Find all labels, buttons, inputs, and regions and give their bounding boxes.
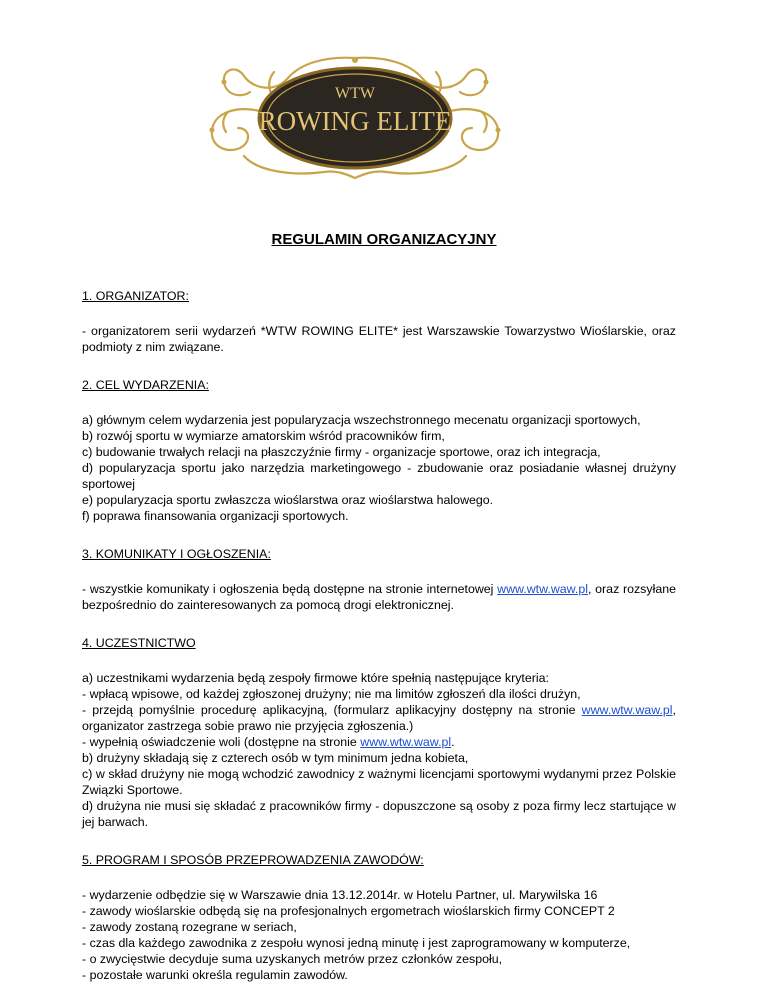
list-item: d) drużyna nie musi się składać z pracowników firmy - dopuszczone są osoby z poza firmy lecz startujące w jej barwach. bbox=[82, 799, 676, 829]
list-item: a) głównym celem wydarzenia jest popularyzacja wszechstronnego mecenatu organizacji sportowych, bbox=[82, 413, 641, 427]
list-item-text: - wypełnią oświadczenie woli (dostępne na stronie bbox=[82, 735, 361, 749]
paragraph-text: - wszystkie komunikaty i ogłoszenia będą dostępne na stronie internetowej bbox=[82, 582, 498, 596]
section-heading: 1. ORGANIZATOR: bbox=[82, 289, 189, 303]
list-item: c) w skład drużyny nie mogą wchodzić zawodnicy z ważnymi licencjami sportowymi wydanymi przez Polskie Związki Sportowe. bbox=[82, 767, 676, 797]
paragraph-text: , oraz rozsyłane bezpośrednio do zainteresowanych za pomocą drogi elektronicznej. bbox=[82, 582, 676, 612]
list-item: - wpłacą wpisowe, od każdej zgłoszonej drużyny; nie ma limitów zgłoszeń dla ilości drużyn, bbox=[82, 687, 581, 701]
document-title: REGULAMIN ORGANIZACYJNY bbox=[271, 231, 497, 248]
paragraph: - organizatorem serii wydarzeń *WTW ROWING ELITE* jest Warszawskie Towarzystwo Wioślarskie, oraz podmioty z nim związane. bbox=[82, 324, 676, 354]
list-item: e) popularyzacja sportu zwłaszcza wioślarstwa oraz wioślarstwa halowego. bbox=[82, 493, 494, 507]
list-item: - o zwycięstwie decyduje suma uzyskanych metrów przez członków zespołu, bbox=[82, 952, 503, 966]
list-item: b) rozwój sportu w wymiarze amatorskim wśród pracowników firm, bbox=[82, 429, 445, 443]
list-item bbox=[82, 702, 676, 734]
section-heading: 2. CEL WYDARZENIA: bbox=[82, 378, 209, 392]
list-item: c) budowanie trwałych relacji na płaszczyźnie firmy - organizacje sportowe, oraz ich integracja, bbox=[82, 445, 601, 459]
list-item: - zawody wioślarskie odbędą się na profesjonalnych ergometrach wioślarskich firmy CONCEPT 2 bbox=[82, 904, 615, 918]
list-item: f) poprawa finansowania organizacji sportowych. bbox=[82, 509, 349, 523]
list-item: - pozostałe warunki określa regulamin zawodów. bbox=[82, 968, 348, 982]
section-heading: 3. KOMUNIKATY I OGŁOSZENIA: bbox=[82, 547, 271, 561]
list-item: - wydarzenie odbędzie się w Warszawie dnia 13.12.2014r. w Hotelu Partner, ul. Marywilska 16 bbox=[82, 888, 598, 902]
website-link[interactable]: www.wtw.waw.pl bbox=[581, 703, 673, 717]
list-item: a) uczestnikami wydarzenia będą zespoły firmowe które spełnią następujące kryteria: bbox=[82, 671, 549, 685]
list-item: d) popularyzacja sportu jako narzędzia marketingowego - zbudowanie oraz posiadanie własnej drużyny sportowej bbox=[82, 461, 676, 491]
list-item-text: - przejdą pomyślnie procedurę aplikacyjną, (formularz aplikacyjny dostępny na stronie bbox=[82, 703, 582, 717]
list-item: b) drużyny składają się z czterech osób w tym minimum jedna kobieta, bbox=[82, 751, 469, 765]
section-heading: 4. UCZESTNICTWO bbox=[82, 636, 196, 650]
paragraph bbox=[82, 581, 676, 613]
list-item: - zawody zostaną rozegrane w seriach, bbox=[82, 920, 297, 934]
website-link[interactable]: www.wtw.waw.pl bbox=[360, 735, 452, 749]
document-body bbox=[82, 288, 676, 983]
logo-main-text: ROWING ELITE bbox=[258, 106, 452, 136]
website-link[interactable]: www.wtw.waw.pl bbox=[497, 582, 589, 596]
list-item: - czas dla każdego zawodnika z zespołu wynosi jedną minutę i jest zaprogramowany w komputerze, bbox=[82, 936, 631, 950]
list-item-text: . bbox=[451, 735, 455, 749]
wtw-rowing-elite-logo bbox=[204, 52, 506, 180]
list-item-text: , organizator zastrzega sobie prawo nie przyjęcia zgłoszenia.) bbox=[82, 703, 676, 733]
logo-top-text: WTW bbox=[335, 85, 375, 102]
list-item bbox=[82, 734, 676, 750]
section-heading: 5. PROGRAM I SPOSÓB PRZEPROWADZENIA ZAWODÓW: bbox=[82, 853, 424, 867]
